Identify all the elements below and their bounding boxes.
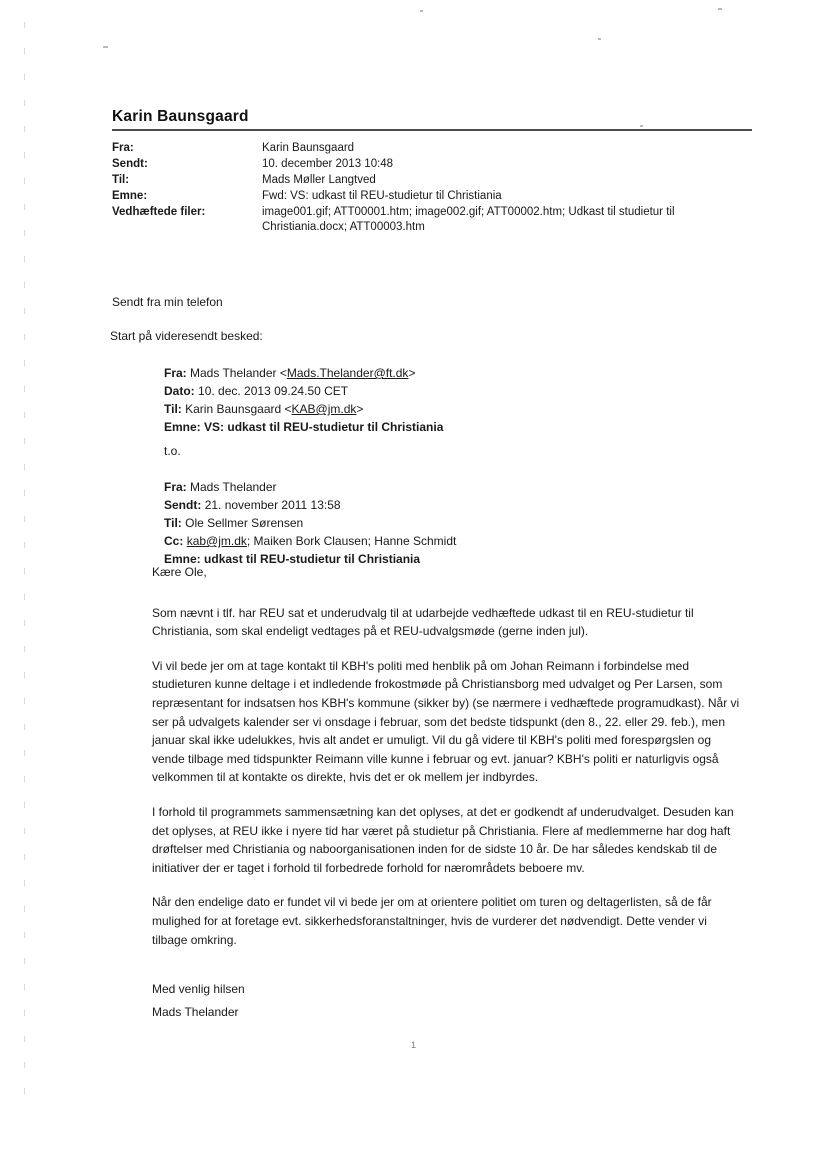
scan-speck [103, 46, 108, 48]
forward-header-label: Dato: [164, 384, 195, 398]
header-value: image001.gif; ATT00001.htm; image002.gif; ATT00002.htm; Udkast til studietur til Christiania.docx; ATT00003.htm [262, 205, 675, 233]
scan-speck [420, 10, 423, 12]
header-label: Sendt: [112, 157, 148, 170]
header-label: Fra: [112, 142, 134, 154]
original-header-row [164, 478, 724, 496]
forward-header-row [164, 400, 724, 418]
signature-name: Mads Thelander [152, 1004, 239, 1019]
forward-header-tail: > [408, 366, 416, 380]
forward-header-label: Emne: [164, 420, 201, 434]
original-header-label: Fra: [164, 480, 187, 494]
forwarded-message-header [164, 364, 724, 436]
email-link[interactable]: Mads.Thelander@ft.dk [286, 366, 409, 380]
signoff-line: Med venlig hilsen [152, 982, 245, 996]
body-paragraph: Vi vil bede jer om at tage kontakt til KBH's politi med henblik på om Johan Reimann i forbindelse med studieturen kunne deltage i et indledende frokostmøde på Christiansborg med udvalget og Per Larsen, som repræsentant for indsatsen hos KBH's kommune (sikker by) (se nærmere i vedhæftede programudkast). Når vi ser på udvalgets kalender ser vi onsdage i februar, som det bedste tidspunkt (den 8., 22. eller 29. feb.), men januar skal ikke udelukkes, hvis alt andet er umuligt. Vil du gå videre til KBH's politi med forespørgslen og vende tilbage med tidspunkter Reimann ville kunne i februar og evt. januar? KBH's politi er naturligvis også velkommen til at kontakte os direkte, hvis det er ok mellem jer indbyrdes. [152, 658, 740, 785]
header-label: Emne: [112, 189, 148, 202]
original-header-value: Ole Sellmer Sørensen [185, 516, 304, 530]
table-row [112, 205, 712, 236]
forward-header-label: Til: [164, 402, 182, 416]
header-value: Fwd: VS: udkast til REU-studietur til Christiania [262, 189, 502, 202]
scan-edge-artifact [24, 22, 25, 1102]
original-header-value: Mads Thelander [190, 480, 277, 494]
forward-header-value: Mads Thelander < [190, 366, 287, 380]
original-header-value: 21. november 2011 13:58 [204, 498, 341, 512]
header-label: Til: [112, 173, 130, 186]
original-header-label: Emne: [164, 552, 201, 566]
forward-header-tail: > [356, 402, 364, 416]
table-row [112, 141, 712, 157]
email-link[interactable]: KAB@jm.dk [291, 402, 357, 416]
header-value: Mads Møller Langtved [262, 173, 376, 186]
forward-header-value: VS: udkast til REU-studietur til Christiania [204, 420, 444, 434]
header-value: Karin Baunsgaard [262, 142, 355, 154]
sent-from-line: Sendt fra min telefon [112, 295, 223, 309]
original-header-row [164, 532, 724, 550]
forward-intro-line: Start på videresendt besked: [110, 329, 263, 343]
page-title: Karin Baunsgaard [112, 108, 249, 125]
original-header-label: Sendt: [164, 498, 202, 512]
body-paragraph: I forhold til programmets sammensætning kan det oplyses, at det er godkendt af underudvalget. Desuden kan det oplyses, at REU ikke i nyere tid har været på studietur på Christiania. Flere af medlemmerne har dog haft drøftelser med Christiania og naboorganisationen inden for de sidste 10 år. De har således kendskab til de initiativer der er taget i forhold til forbedrede forhold for nærområdets beboere mv. [152, 804, 734, 875]
email-header-table [112, 141, 712, 236]
table-row [112, 189, 712, 205]
original-header-tail: ; Maiken Bork Clausen; Hanne Schmidt [246, 534, 457, 548]
header-value: 10. december 2013 10:48 [262, 157, 394, 170]
forward-header-label: Fra: [164, 366, 187, 380]
header-label: Vedhæftede filer: [112, 205, 206, 218]
to-note: t.o. [164, 444, 181, 458]
original-header-row [164, 514, 724, 532]
forward-header-row [164, 382, 724, 400]
original-header-row [164, 496, 724, 514]
scan-speck [718, 8, 722, 10]
table-row [112, 157, 712, 173]
scan-speck [598, 38, 601, 40]
email-link[interactable]: kab@jm.dk [186, 534, 247, 548]
original-header-value: udkast til REU-studietur til Christiania [204, 552, 421, 566]
forward-header-value: 10. dec. 2013 09.24.50 CET [198, 384, 349, 398]
title-divider [112, 129, 752, 131]
original-header-label: Til: [164, 516, 182, 530]
forward-header-value: Karin Baunsgaard < [185, 402, 292, 416]
document-content [110, 108, 740, 1019]
body-paragraph: Når den endelige dato er fundet vil vi bede jer om at orientere politiet om turen og deltagerlisten, så de får mulighed for at foretage evt. sikkerhedsforanstaltninger, hvis de vurderer det nødvendigt. Dette vender vi tilbage omkring. [152, 895, 712, 947]
forward-header-row [164, 418, 724, 436]
signature-block [152, 978, 245, 1024]
letter-body [152, 563, 742, 965]
original-message-header [164, 478, 724, 568]
greeting-line: Kære Ole, [152, 565, 207, 579]
page-number: 1 [410, 1040, 417, 1050]
original-header-label: Cc: [164, 534, 184, 548]
body-paragraph: Som nævnt i tlf. har REU sat et underudvalg til at udarbejde vedhæftede udkast til en REU-studietur til Christiania, som skal endeligt vedtages på et REU-udvalgsmøde (gerne inden jul). [152, 605, 694, 639]
forward-header-row [164, 364, 724, 382]
table-row [112, 173, 712, 189]
